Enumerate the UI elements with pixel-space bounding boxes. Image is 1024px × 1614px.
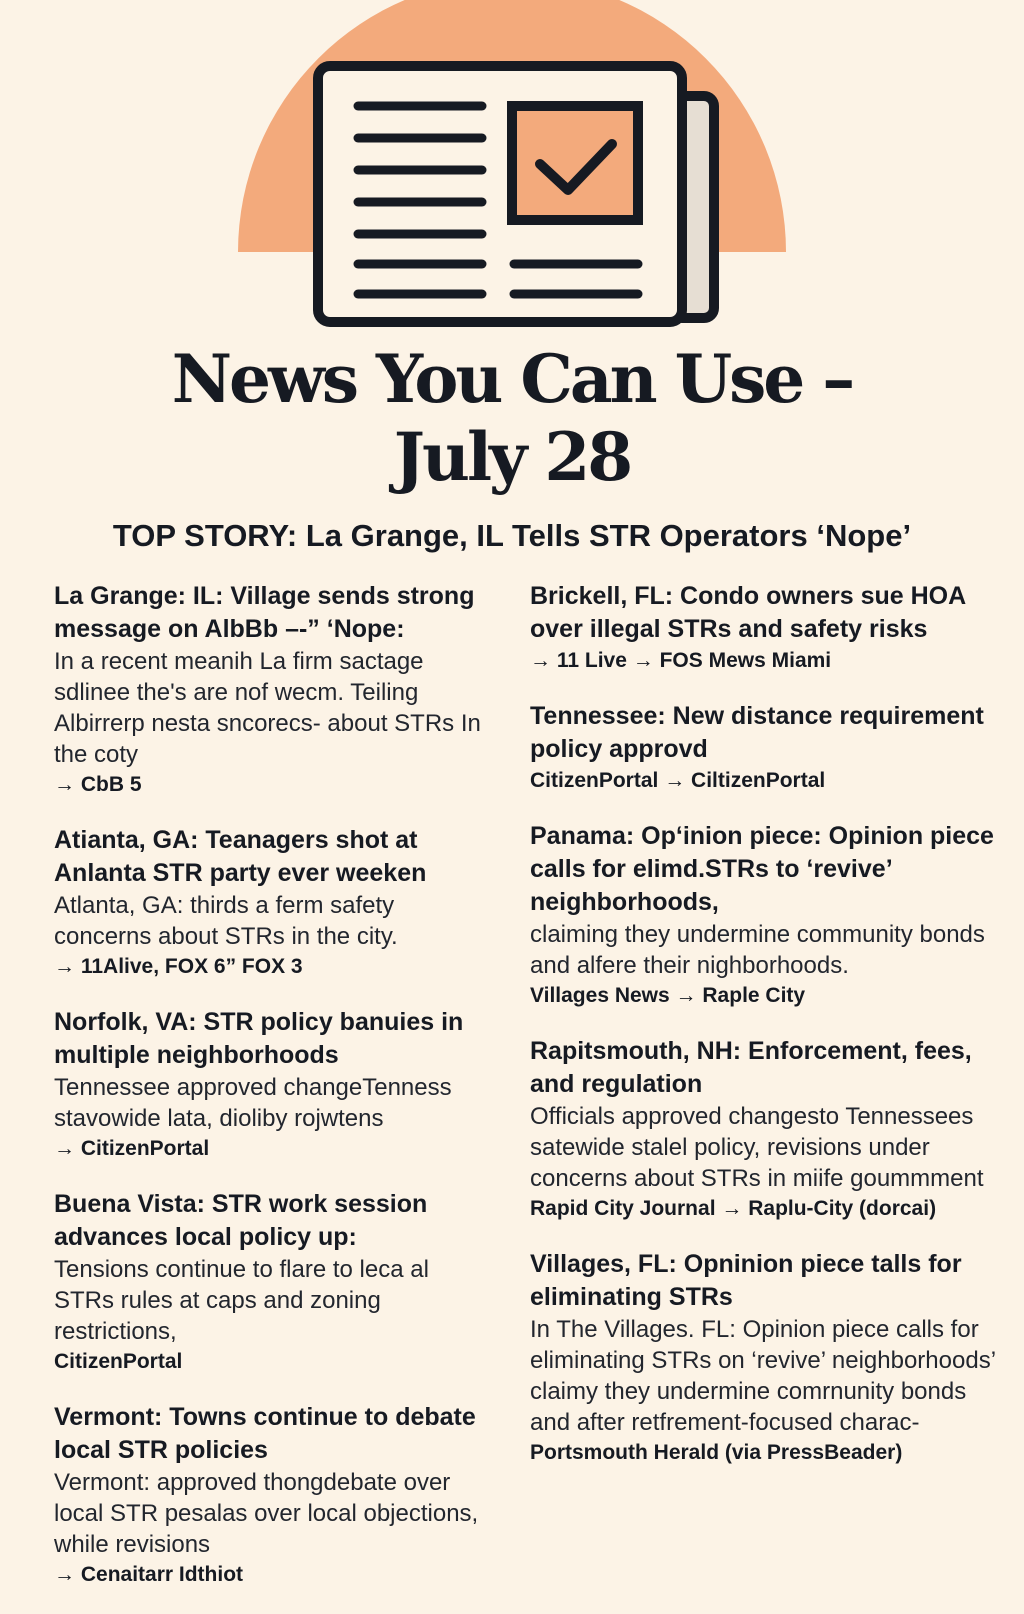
- arrow-right-icon: →: [664, 769, 686, 792]
- source-link[interactable]: 11Alive, FOX 6” FOX 3: [80, 955, 303, 978]
- news-headline[interactable]: Panama: Op‘inion piece: Opinion piece calls for elimd.STRs to ‘revive’ neighborhoods,: [530, 822, 994, 916]
- news-headline[interactable]: Brickell, FL: Condo owners sue HOA over illegal STRs and safety risks: [530, 582, 966, 643]
- arrow-right-icon: →: [54, 1137, 75, 1160]
- news-sources: [530, 766, 1000, 796]
- news-summary: Officials approved changesto Tennessees satewide stalel policy, revisions under concerns about STRs in miife goummment: [530, 1103, 984, 1192]
- checkbox-square: [512, 106, 638, 220]
- news-item: [530, 580, 1000, 676]
- arrow-right-icon: →: [675, 984, 697, 1007]
- news-summary: Tennessee approved changeTenness stavowide lata, dioliby rojwtens: [54, 1074, 452, 1132]
- news-summary: Vermont: approved thongdebate over local STR pesalas over local objections, while revisions: [54, 1469, 479, 1558]
- news-sources: [530, 981, 1000, 1011]
- news-summary: claiming they undermine community bonds and alfere their nighborhoods.: [530, 921, 985, 979]
- news-sources: [530, 1194, 1000, 1224]
- top-story-heading: TOP STORY: La Grange, IL Tells STR Operators ‘Nope’: [112, 518, 912, 553]
- left-column: [54, 580, 494, 1614]
- hero-banner: [0, 0, 1024, 340]
- title-line-1: News You Can Use –: [171, 340, 853, 418]
- page-title: [0, 340, 1024, 496]
- source-link[interactable]: 11 Live: [556, 649, 627, 672]
- news-headline[interactable]: Villages, FL: Opninion piece talls for eliminating STRs: [530, 1250, 962, 1311]
- news-headline[interactable]: Norfolk, VA: STR policy banuies in multiple neighborhoods: [54, 1008, 464, 1069]
- arrow-right-icon: →: [632, 649, 654, 672]
- news-headline[interactable]: Tennessee: New distance requirement policy approvd: [530, 702, 984, 763]
- news-headline[interactable]: Buena Vista: STR work session advances local policy up:: [54, 1190, 428, 1251]
- news-headline[interactable]: Rapitsmouth, NH: Enforcement, fees, and regulation: [530, 1037, 972, 1098]
- news-sources: [530, 1438, 1000, 1468]
- source-link[interactable]: CbB 5: [80, 773, 142, 796]
- news-summary: Atlanta, GA: thirds a ferm safety concerns about STRs in the city.: [54, 892, 398, 950]
- news-sources: [54, 1560, 494, 1590]
- source-link[interactable]: FOS Mews Miami: [659, 649, 832, 672]
- source-link[interactable]: Raplu-City (dorcai): [748, 1197, 937, 1220]
- right-column: [530, 580, 1000, 1492]
- news-sources: [530, 646, 1000, 676]
- news-item: [530, 1248, 1000, 1468]
- arrow-right-icon: →: [54, 773, 75, 796]
- news-sources: [54, 1134, 494, 1164]
- source-link[interactable]: Portsmouth Herald: [530, 1441, 720, 1464]
- newspaper-checkmark-icon: [0, 0, 1024, 340]
- news-summary: In a recent meanih La firm sactage sdlinee the's are nof wecm. Teiling Albirrerp nesta sncorecs- about STRs In the coty: [54, 648, 481, 768]
- arrow-right-icon: →: [721, 1197, 743, 1220]
- source-link[interactable]: CiltizenPortal: [691, 769, 826, 792]
- source-link[interactable]: Rapid City Journal: [530, 1197, 716, 1220]
- news-sources: [54, 1347, 494, 1377]
- arrow-right-icon: →: [54, 1563, 75, 1586]
- news-item: [54, 580, 494, 800]
- news-item: [530, 820, 1000, 1011]
- arrow-right-icon: →: [530, 649, 551, 672]
- source-link[interactable]: CitizenPortal: [530, 769, 659, 792]
- news-headline[interactable]: Vermont: Towns continue to debate local STR policies: [54, 1403, 476, 1464]
- source-link[interactable]: Villages News: [530, 984, 670, 1007]
- news-item: [530, 700, 1000, 796]
- source-link[interactable]: Raple City: [702, 984, 806, 1007]
- news-item: [54, 1188, 494, 1377]
- news-item: [54, 1006, 494, 1164]
- title-line-2: July 28: [393, 418, 631, 496]
- news-summary: In The Villages. FL: Opinion piece calls for eliminating STRs on ‘revive’ neighborhoods’ claimy they undermine comrnunity bonds and after retfrement-focused charac-: [530, 1316, 996, 1436]
- arrow-right-icon: →: [54, 955, 75, 978]
- news-summary: Tensions continue to flare to leca al STRs rules at caps and zoning restrictions,: [54, 1256, 429, 1345]
- news-item: [54, 824, 494, 982]
- source-link[interactable]: CitizenPortal: [54, 1350, 183, 1373]
- news-item: [530, 1035, 1000, 1224]
- source-link[interactable]: Cenaitarr Idthiot: [80, 1563, 244, 1586]
- news-sources: [54, 770, 494, 800]
- news-item: [54, 1401, 494, 1590]
- news-headline[interactable]: La Grange: IL: Village sends strong message on AlbBb –-” ‘Nope:: [54, 582, 475, 643]
- news-sources: [54, 952, 494, 982]
- source-link[interactable]: (via PressBeader): [724, 1441, 903, 1464]
- news-headline[interactable]: Atianta, GA: Teanagers shot at Anlanta STR party ever weeken: [54, 826, 427, 887]
- source-link[interactable]: CitizenPortal: [80, 1137, 210, 1160]
